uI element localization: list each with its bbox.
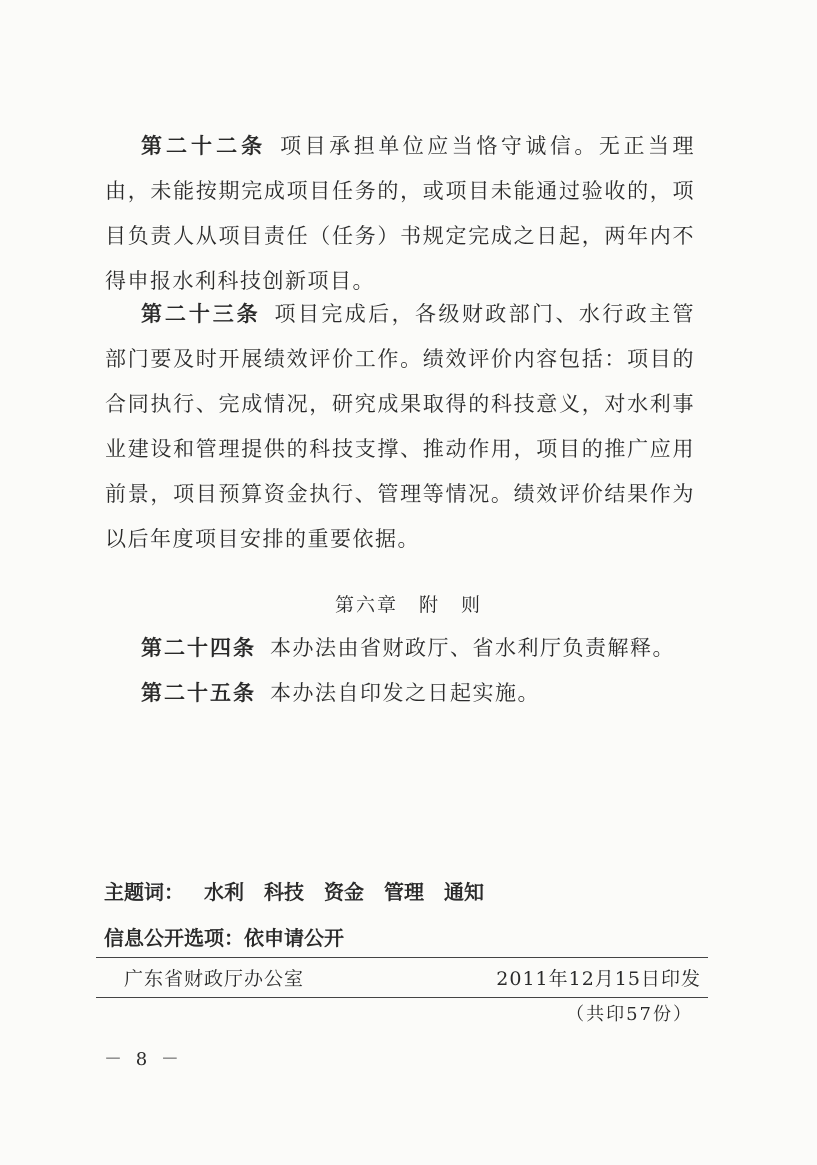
copies-count: （共印57份） [566,1004,693,1025]
article-23 [105,292,695,562]
article-24 [141,632,675,662]
divider-bottom [96,997,708,998]
article-25-label: 第二十五条 [141,681,256,705]
divider-top [96,957,708,958]
page-number: － 8 － [104,1049,183,1070]
keyword: 资金 [324,880,364,904]
disclosure-option [104,922,344,951]
disclosure-label: 信息公开选项： [104,926,244,950]
issue-date: 2011年12月15日印发 [496,968,701,990]
article-22-label: 第二十二条 [141,134,267,158]
keywords-label: 主题词： [104,880,184,904]
disclosure-value: 依申请公开 [244,926,344,950]
issuer: 广东省财政厅办公室 [124,968,305,990]
keyword: 水利 [204,880,244,904]
article-24-label: 第二十四条 [141,636,256,660]
article-23-label: 第二十三条 [141,302,261,326]
article-22 [105,124,695,304]
keyword: 科技 [264,880,304,904]
subject-keywords [104,876,484,905]
article-25-text: 本办法自印发之日起实施。 [270,681,540,705]
chapter-heading: 第六章 附 则 [334,594,482,616]
keyword: 通知 [444,880,484,904]
keyword: 管理 [384,880,424,904]
article-24-text: 本办法由省财政厅、省水利厅负责解释。 [270,636,675,660]
article-22-text: 项目承担单位应当恪守诚信。无正当理由，未能按期完成项目任务的，或项目未能通过验收的，项目负责人从项目责任（任务）书规定完成之日起，两年内不得申报水利科技创新项目。 [105,134,696,293]
article-23-text: 项目完成后，各级财政部门、水行政主管部门要及时开展绩效评价工作。绩效评价内容包括：项目的合同执行、完成情况，研究成果取得的科技意义，对水利事业建设和管理提供的科技支撑、推动作用，项目的推广应用前景，项目预算资金执行、管理等情况。绩效评价结果作为以后年度项目安排的重要依据。 [105,302,695,551]
article-25 [141,677,540,707]
